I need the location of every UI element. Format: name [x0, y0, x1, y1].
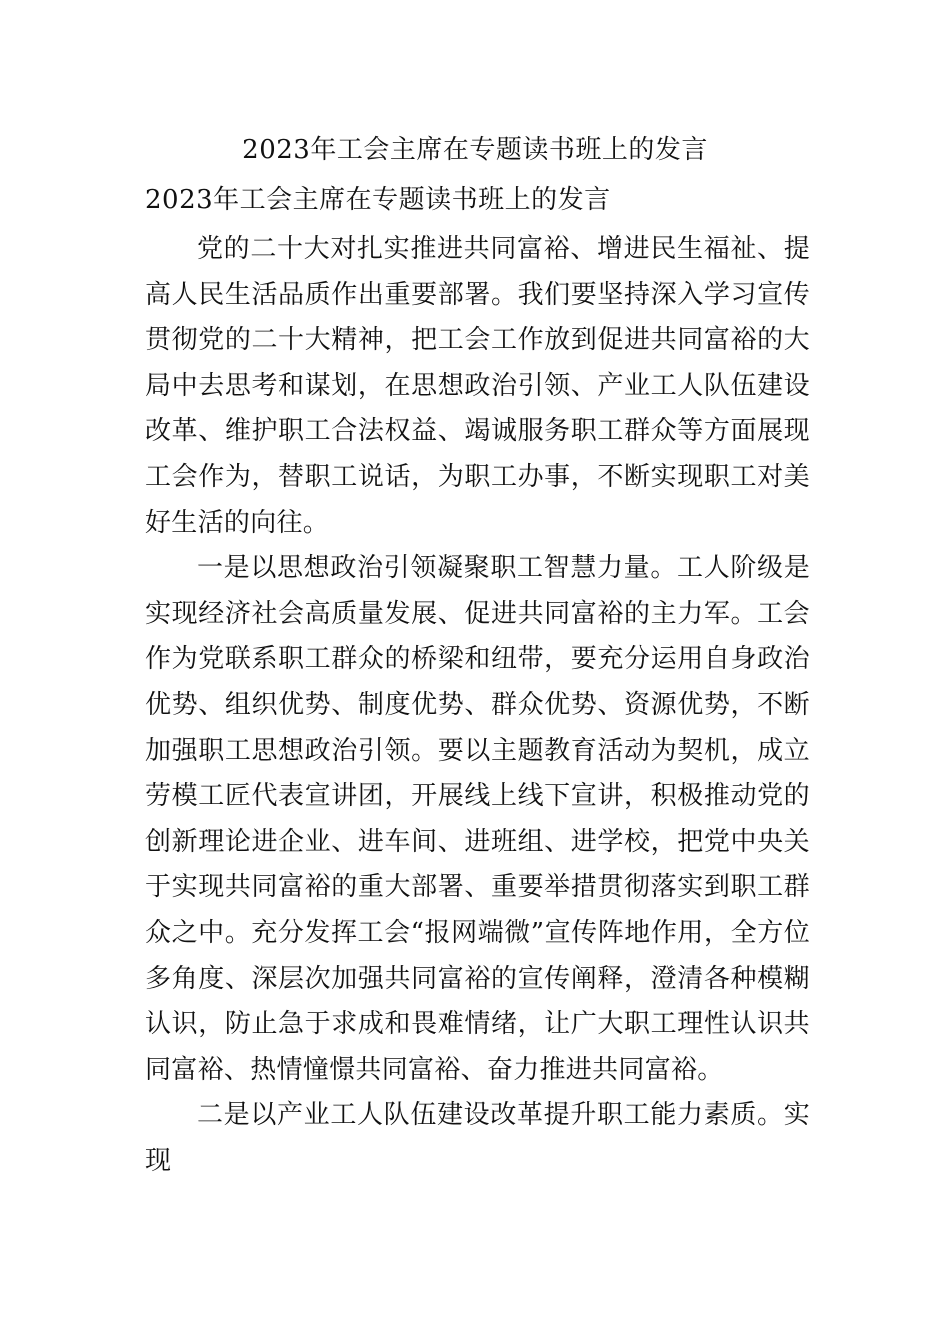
paragraph-point-two: 二是以产业工人队伍建设改革提升职工能力素质。实现: [145, 1100, 810, 1176]
document-title: 2023年工会主席在专题读书班上的发言: [242, 135, 708, 165]
paragraph-point-one: 一是以思想政治引领凝聚职工智慧力量。工人阶级是实现经济社会高质量发展、促进共同富裕的主力军。工会作为党联系职工群众的桥梁和纽带，要充分运用自身政治优势、组织优势、制度优势、群众优势、资源优势，不断加强职工思想政治引领。要以主题教育活动为契机，成立劳模工匠代表宣讲团，开展线上线下宣讲，积极推动党的创新理论进企业、进车间、进班组、进学校，把党中央关于实现共同富裕的重大部署、重要举措贯彻落实到职工群众之中。充分发挥工会“报网端微”宣传阵地作用，全方位多角度、深层次加强共同富裕的宣传阐释，澄清各种模糊认识，防止急于求成和畏难情绪，让广大职工理性认识共同富裕、热情憧憬共同富裕、奋力推进共同富裕。: [145, 553, 810, 1085]
paragraph-intro: 党的二十大对扎实推进共同富裕、增进民生福祉、提高人民生活品质作出重要部署。我们要坚持深入学习宣传贯彻党的二十大精神，把工会工作放到促进共同富裕的大局中去思考和谋划，在思想政治引领、产业工人队伍建设改革、维护职工合法权益、竭诚服务职工群众等方面展现工会作为，替职工说话，为职工办事，不断实现职工对美好生活的向往。: [145, 234, 810, 538]
document-body: [145, 180, 810, 1184]
document-subtitle: 2023年工会主席在专题读书班上的发言: [145, 185, 611, 215]
